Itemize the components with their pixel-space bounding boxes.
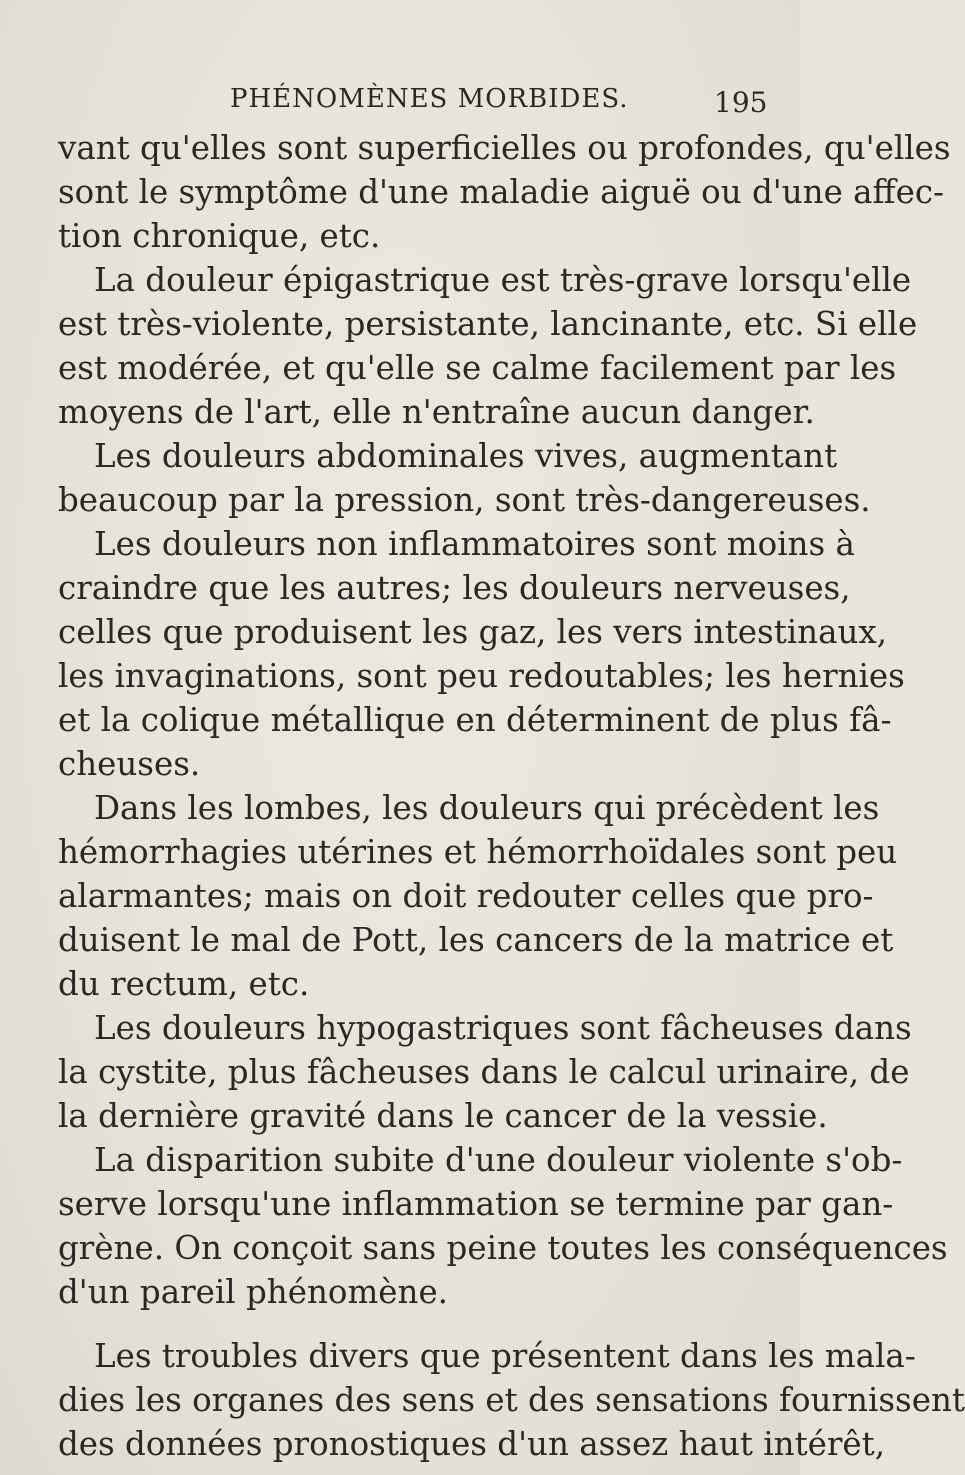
- text-line: et la colique métallique en déterminent de plus fâ-: [58, 701, 892, 739]
- text-line: duisent le mal de Pott, les cancers de la matrice et: [58, 921, 894, 959]
- text-line: tion chronique, etc.: [58, 217, 381, 255]
- text-line: la cystite, plus fâcheuses dans le calcul urinaire, de: [58, 1053, 910, 1091]
- running-head: PHÉNOMÈNES MORBIDES.: [230, 84, 629, 114]
- text-line: grène. On conçoit sans peine toutes les conséquences: [58, 1229, 948, 1267]
- text-line: Les douleurs hypogastriques sont fâcheuses dans: [94, 1009, 912, 1047]
- page-number: 195: [714, 86, 768, 119]
- text-line: beaucoup par la pression, sont très-dangereuses.: [58, 481, 871, 519]
- text-line: celles que produisent les gaz, les vers intestinaux,: [58, 613, 888, 651]
- text-line: Les douleurs abdominales vives, augmentant: [94, 437, 838, 475]
- text-line: Les douleurs non inflammatoires sont moins à: [94, 525, 855, 563]
- text-line: vant qu'elles sont superficielles ou profondes, qu'elles: [58, 129, 951, 167]
- body-text: [58, 126, 965, 1466]
- text-line: est modérée, et qu'elle se calme facilement par les: [58, 349, 897, 387]
- text-line: est très-violente, persistante, lancinante, etc. Si elle: [58, 305, 918, 343]
- text-line: du rectum, etc.: [58, 965, 310, 1003]
- text-line: cheuses.: [58, 745, 201, 783]
- text-line: sont le symptôme d'une maladie aiguë ou d'une affec-: [58, 173, 945, 211]
- text-line: craindre que les autres; les douleurs nerveuses,: [58, 569, 851, 607]
- text-line: Dans les lombes, les douleurs qui précèdent les: [94, 789, 880, 827]
- text-line: les invaginations, sont peu redoutables; les hernies: [58, 657, 905, 695]
- text-line: la dernière gravité dans le cancer de la vessie.: [58, 1097, 828, 1135]
- text-line: Les troubles divers que présentent dans les mala-: [94, 1337, 916, 1375]
- text-line: moyens de l'art, elle n'entraîne aucun danger.: [58, 393, 815, 431]
- text-line: La disparition subite d'une douleur violente s'ob-: [94, 1141, 903, 1179]
- text-line: La douleur épigastrique est très-grave lorsqu'elle: [94, 261, 912, 299]
- page-header: [0, 84, 800, 124]
- text-line: hémorrhagies utérines et hémorrhoïdales sont peu: [58, 833, 898, 871]
- text-line: d'un pareil phénomène.: [58, 1273, 449, 1311]
- text-line: serve lorsqu'une inflammation se termine par gan-: [58, 1185, 894, 1223]
- text-line: des données pronostiques d'un assez haut intérêt,: [58, 1425, 886, 1463]
- paragraph-gap: [58, 1314, 772, 1334]
- text-line: alarmantes; mais on doit redouter celles que pro-: [58, 877, 874, 915]
- text-line: dies les organes des sens et des sensations fournissent: [58, 1381, 965, 1419]
